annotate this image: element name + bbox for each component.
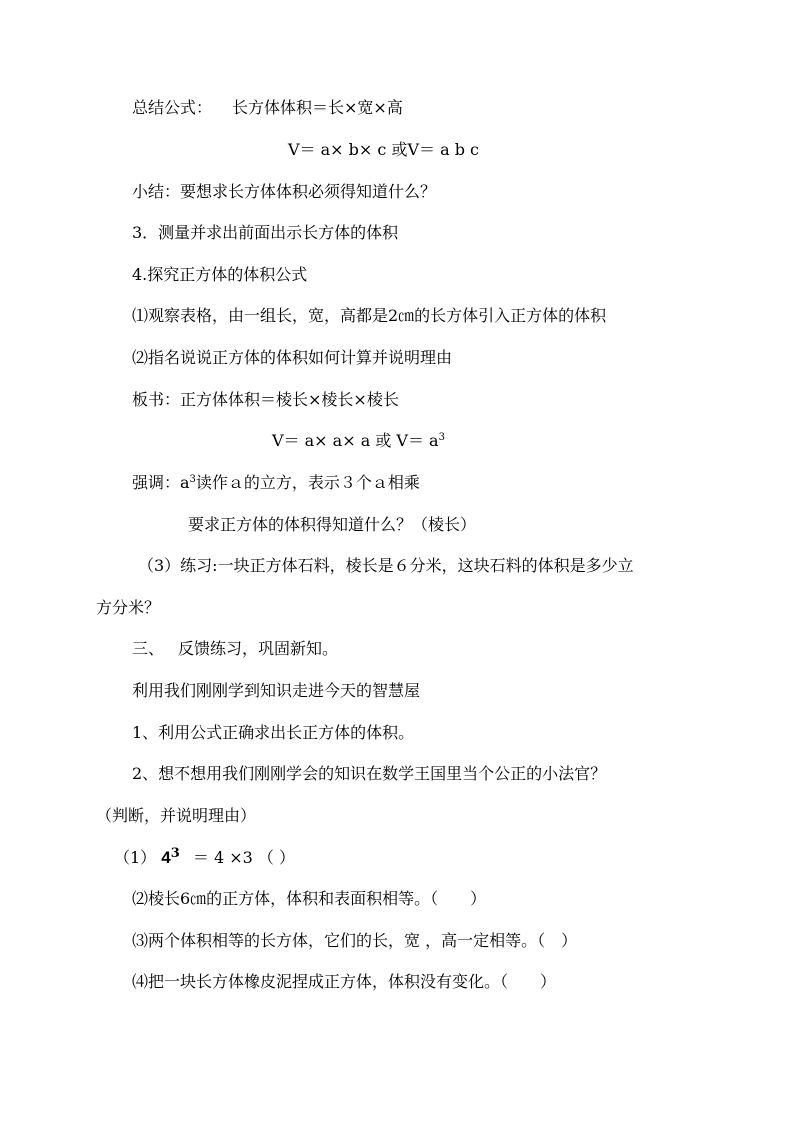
section-3-number: 三、 xyxy=(132,639,165,658)
judge-item-1 xyxy=(114,848,295,868)
summary-formula-line xyxy=(132,98,403,118)
practice-item-2-note: （判断，并说明理由） xyxy=(96,806,257,825)
step-4-heading: 4.探究正方体的体积公式 xyxy=(132,265,308,284)
practice-item-2: 2、想不想用我们刚刚学会的知识在数学王国里当个公正的小法官？ xyxy=(132,764,607,783)
summary-question: 小结：要想求长方体体积必须得知道什么？ xyxy=(132,182,437,201)
exercise-3-line-1: （3）练习:一块正方体石料，棱长是６分米，这块石料的体积是多少立 xyxy=(138,556,634,575)
emphasis-line xyxy=(132,473,420,493)
judge-item-1-base: 4 xyxy=(161,848,171,867)
exercise-3-line-2: 方分米？ xyxy=(96,598,161,617)
cube-symbol-formula-main: V＝ a× a× a 或 V＝ a xyxy=(272,431,439,450)
section-3-title: 反馈练习，巩固新知。 xyxy=(178,639,339,658)
step-3-measure: 3．测量并求出前面出示长方体的体积 xyxy=(132,223,399,242)
cube-question: 要求正方体的体积得知道什么？（棱长） xyxy=(188,515,477,534)
judge-item-1-exponent: 3 xyxy=(170,846,180,861)
wisdom-house-intro: 利用我们刚刚学到知识走进今天的智慧屋 xyxy=(132,681,421,700)
cube-symbol-formula xyxy=(272,431,445,451)
cube-exponent: 3 xyxy=(438,432,445,443)
section-3-heading xyxy=(132,639,338,659)
judge-item-1-number: （1） xyxy=(114,848,157,867)
cuboid-symbol-formula: V＝ a× b× c 或V＝ a b c xyxy=(288,140,480,159)
emphasis-prefix: 强调：a xyxy=(132,473,190,492)
emphasis-text: 读作ａ的立方，表示３个ａ相乘 xyxy=(195,473,420,492)
cuboid-volume-formula: 长方体体积＝长×宽×高 xyxy=(232,98,403,117)
step-4-item-1: ⑴观察表格，由一组长，宽，高都是2㎝的长方体引入正方体的体积 xyxy=(132,306,607,325)
judge-item-2: ⑵棱长6㎝的正方体，体积和表面积相等。（ ） xyxy=(132,889,487,908)
judge-item-3: ⑶两个体积相等的长方体，它们的长，宽 ，高一定相等。（ ） xyxy=(132,931,578,950)
practice-item-1: 1、利用公式正确求出长正方体的体积。 xyxy=(132,723,415,742)
step-4-item-2: ⑵指名说说正方体的体积如何计算并说明理由 xyxy=(132,348,453,367)
judge-item-1-rest: ＝ 4 ×3 （ ） xyxy=(192,848,296,867)
emphasis-exponent: 3 xyxy=(189,474,196,485)
board-cube-formula: 板书：正方体体积＝棱长×棱长×棱长 xyxy=(132,390,399,409)
judge-item-4: ⑷把一块长方体橡皮泥捏成正方体，体积没有变化。（ ） xyxy=(132,972,557,991)
summary-label: 总结公式： xyxy=(132,98,213,117)
